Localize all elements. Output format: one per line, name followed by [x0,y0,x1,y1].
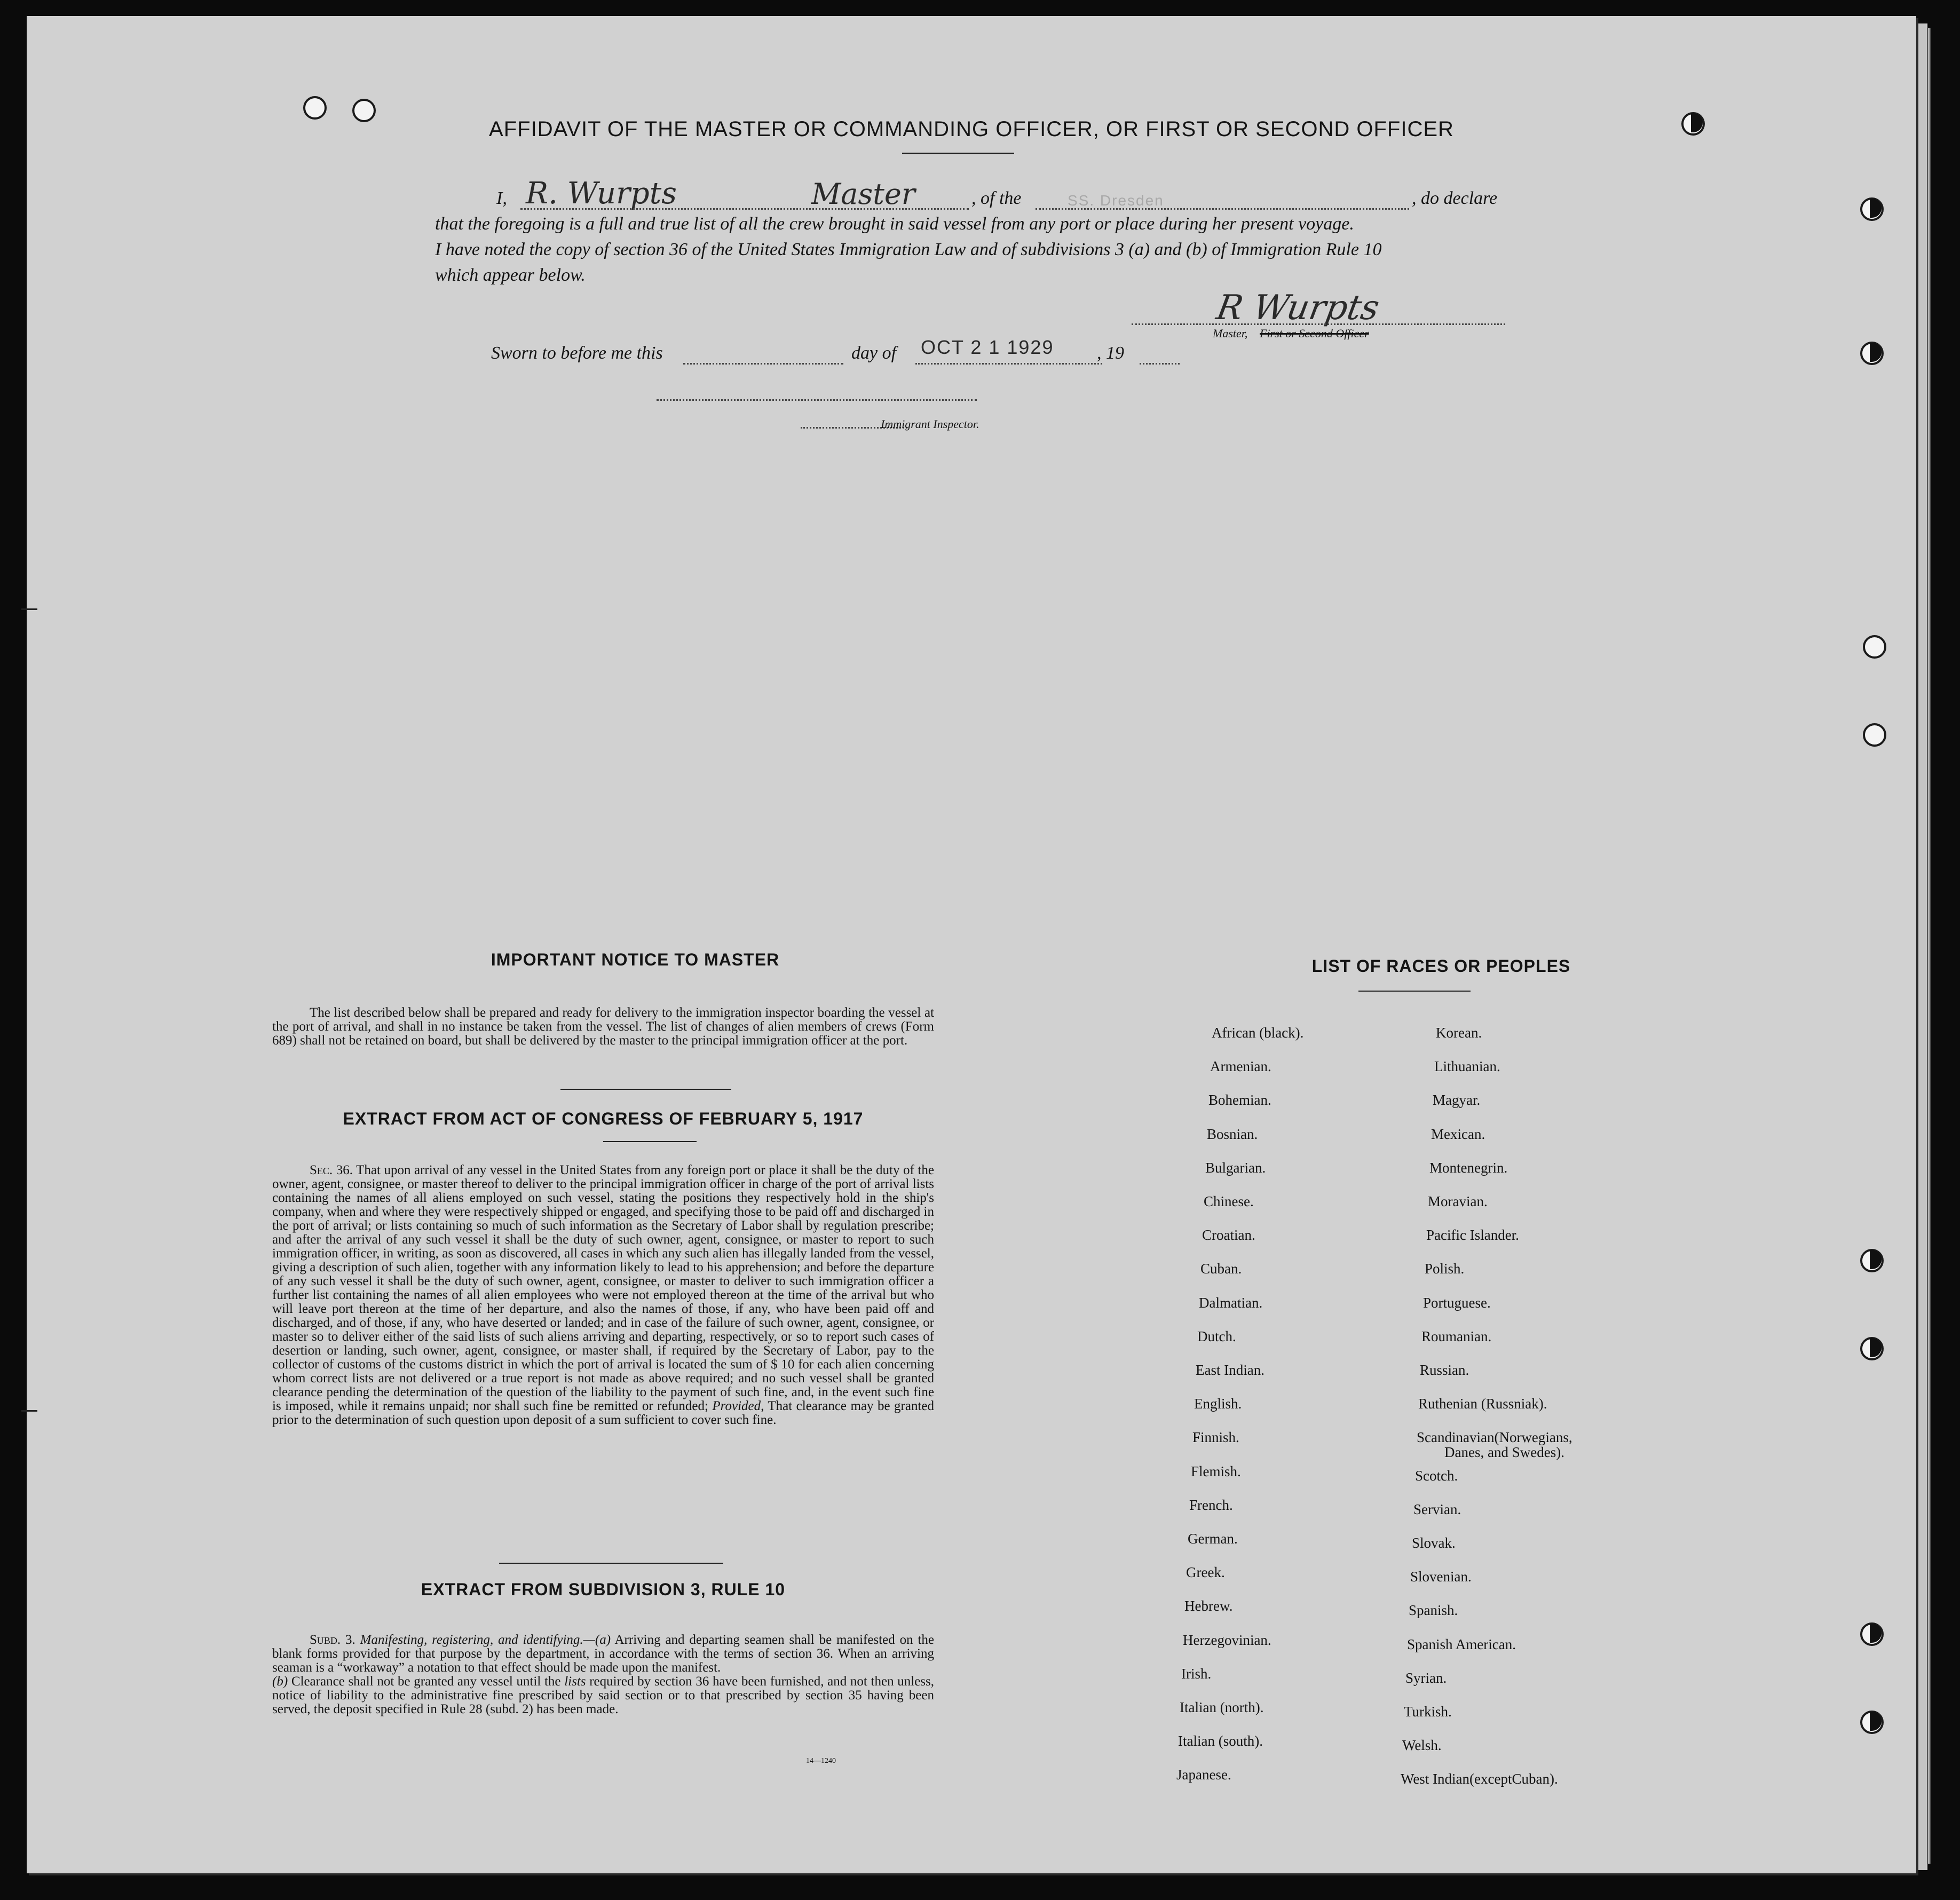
divider [1358,991,1471,992]
punch-hole-icon [1860,1711,1884,1734]
race-item: Spanish. [1409,1602,1458,1619]
notice-title: IMPORTANT NOTICE TO MASTER [491,950,780,969]
ship-name-stamp: SS. Dresden [1068,192,1164,209]
edge-mark [21,608,37,610]
race-item: Bulgarian. [1205,1159,1266,1176]
day-line [683,363,843,365]
provided-label: Provided, [712,1399,764,1413]
punch-hole-icon [1860,197,1884,221]
subd-text-b2: required by section 36 have been furnished, and not then unless, notice of liability to the administrative fine prescribed by said section or to that prescribed by section 35 having been served, the deposit specified in Rule 28 (subd. 2) has been made. [272,1674,935,1716]
race-item: Portuguese. [1423,1294,1491,1311]
race-item: Dutch. [1197,1328,1236,1344]
day-of-label: day of [851,343,897,363]
race-item: Roumanian. [1421,1328,1492,1344]
affidavit-i-label: I, [496,188,507,208]
divider [560,1089,731,1090]
rank-handwritten: Master [811,177,915,211]
race-item: Montenegrin. [1429,1159,1508,1176]
race-item: Bosnian. [1207,1126,1258,1142]
form-number: 14—1240 [806,1757,836,1765]
declaration-line-4: which appear below. [435,265,586,285]
subd-heading: Manifesting, registering, and identifying.—(a) [360,1633,611,1647]
race-item: Armenian. [1210,1058,1271,1075]
race-item: Moravian. [1428,1193,1488,1209]
punch-hole-icon [1860,1337,1884,1360]
punch-hole-icon [1863,723,1886,747]
lists-word: lists [564,1674,586,1689]
race-item: Italian (south). [1178,1733,1263,1749]
inspector-caption: Immigrant Inspector. [881,417,979,431]
race-item: Mexican. [1431,1126,1485,1142]
affidavit-title: AFFIDAVIT OF THE MASTER OR COMMANDING OFFICER, OR FIRST OR SECOND OFFICER [489,117,1454,141]
race-item: Magyar. [1433,1092,1481,1109]
punch-hole-icon [1860,1249,1884,1272]
race-item: Pacific Islander. [1426,1227,1519,1244]
race-item: English. [1194,1396,1242,1412]
title-underline [902,153,1014,154]
race-item: Syrian. [1405,1669,1447,1686]
master-name-handwritten: R. Wurpts [526,176,677,211]
race-item: Chinese. [1204,1193,1254,1209]
extract-act-title: EXTRACT FROM ACT OF CONGRESS OF FEBRUARY 5, 1917 [343,1109,864,1128]
inspector-signature-line [657,399,977,401]
subd-text-b1: Clearance shall not be granted any vessel until the [291,1674,561,1689]
declaration-line-3: I have noted the copy of section 36 of the United States Immigration Law and of subdivisions 3 (a) and (b) of Immigration Rule 10 [435,240,1382,259]
signature-line [1132,323,1505,325]
race-item: Servian. [1413,1501,1461,1517]
race-item: Slovak. [1412,1535,1456,1551]
race-item: Dalmatian. [1199,1294,1263,1311]
punch-hole-icon [1860,342,1884,365]
year-line [1140,363,1180,365]
signature-caption-master: Master, [1213,327,1248,340]
race-item: Greek. [1186,1564,1225,1581]
race-item: French. [1189,1497,1233,1513]
document-page [27,16,1916,1873]
race-item: Hebrew. [1184,1598,1233,1614]
divider [499,1563,723,1564]
race-item: Bohemian. [1208,1092,1271,1109]
race-item: Polish. [1425,1261,1465,1277]
sec-36-text: That upon arrival of any vessel in the United States from any foreign port or place it shall be the duty of the owner, agent, consignee, or master thereof to deliver to the principal immigration officer in charge of the port of arrival lists containing the names of all aliens employed on such vessel, stating the positions they respectively hold in the ship's company, when and where they were respectively shipped or engaged, and specifying those to be paid off and discharged in the port of arrival; or lists containing so much of such information as the Secretary of Labor shall by regulation prescribe; and after the arrival of any such vessel it shall be the duty of such owner, agent, consignee, or master to report to such immigration officer, in writing, as soon as discovered, all cases in which any such alien has illegally landed from the vessel, giving a description of such alien, together with any information likely to lead to his apprehension; and before the departure of any such vessel it shall be the duty of such owner, agent, consignee, or master to deliver to such immigration officer a further list containing the names of all alien employees who were not employed thereon at the time of the arrival but who will leave port thereon at the time of her departure, and also the names of those, if any, who have been paid off and discharged, and of those, if any, who have deserted or landed; and in case of the failure of such owner, agent, consignee, or master so to deliver either of the said lists of such aliens arriving and departing, respectively, or so to report such cases of desertion or landing, such owner, agent, consignee, or master shall, if required by the Secretary of Labor, pay to the collector of customs of the customs district in which the port of arrival is located the sum of $ 10 for each alien concerning whom correct lists are not delivered or a true report is not made as above required; and no such vessel shall be granted clearance pending the determination of the question of the liability to the payment of such fine, and, in the event such fine is imposed, while it remains unpaid; nor shall such fine be remitted or refunded; [272,1163,934,1413]
race-item: West Indian(exceptCuban). [1401,1771,1558,1787]
race-item: Lithuanian. [1434,1058,1500,1075]
race-item: African (black). [1212,1025,1304,1041]
divider [603,1141,697,1142]
month-line [915,363,1102,365]
edge-mark [21,1410,37,1412]
race-item: Slovenian. [1410,1569,1472,1585]
subd-label: Subd. 3. [310,1633,355,1647]
signature-caption-struck: First or Second Officer [1260,327,1369,340]
sec-label: Sec. 36. [310,1163,353,1177]
notice-text: The list described below shall be prepared and ready for delivery to the immigration inspector boarding the vessel at the port of arrival, and shall in no instance be taken from the vessel. The list of changes of alien members of crews (Form 689) shall not be retained on board, but shall be delivered by the master to the principal immigration officer at the port. [272,1006,934,1048]
do-declare-label: , do declare [1412,188,1498,208]
date-stamp: OCT 2 1 1929 [921,336,1054,358]
extract-rule-text [272,1633,934,1716]
race-item: Italian (north). [1180,1699,1264,1715]
race-item: Croatian. [1202,1227,1255,1244]
subd-b-label: (b) [272,1674,288,1689]
race-item: Danes, and Swedes). [1444,1444,1564,1461]
race-item: Korean. [1436,1025,1482,1041]
sworn-prefix: Sworn to before me this [491,343,663,363]
race-item: Ruthenian (Russniak). [1418,1396,1547,1412]
races-title: LIST OF RACES OR PEOPLES [1311,956,1571,976]
race-item: Spanish American. [1407,1636,1516,1652]
race-item: East Indian. [1196,1362,1264,1378]
race-item: Welsh. [1402,1737,1442,1754]
race-item: Flemish. [1191,1463,1241,1479]
punch-hole-icon [1863,635,1886,659]
race-item: Cuban. [1200,1261,1242,1277]
race-item: Japanese. [1176,1767,1231,1783]
master-signature: R Wurpts [1213,288,1382,328]
subd-text-a: Arriving and departing seamen shall be manifested on the blank forms provided for that purpose by the department, in accordance with the terms of section 36. When an arriving seaman is a “workaway” a notation to that effect should be made upon the manifest. [272,1633,934,1675]
race-item: Scotch. [1415,1467,1458,1484]
race-item: Turkish. [1404,1704,1452,1720]
of-the-label: , of the [971,188,1022,208]
race-item: Herzegovinian. [1183,1632,1271,1648]
punch-hole-icon [303,96,327,120]
race-item: Irish. [1181,1665,1212,1682]
year-prefix: , 19 [1097,343,1124,363]
race-item: Russian. [1420,1362,1469,1378]
extract-rule-title: EXTRACT FROM SUBDIVISION 3, RULE 10 [421,1580,786,1599]
race-item: Scandinavian(Norwegians, [1417,1429,1572,1446]
race-item: German. [1188,1531,1238,1547]
race-item: Finnish. [1192,1429,1239,1446]
sec-36-text-end: That clearance may be granted prior to the determination of such question upon deposit of a sum sufficient to cover such fine. [272,1399,934,1427]
punch-hole-icon [1860,1622,1884,1646]
extract-act-text [272,1163,934,1427]
declaration-line-2: that the foregoing is a full and true list of all the crew brought in said vessel from any port or place during her present voyage. [435,214,1354,234]
